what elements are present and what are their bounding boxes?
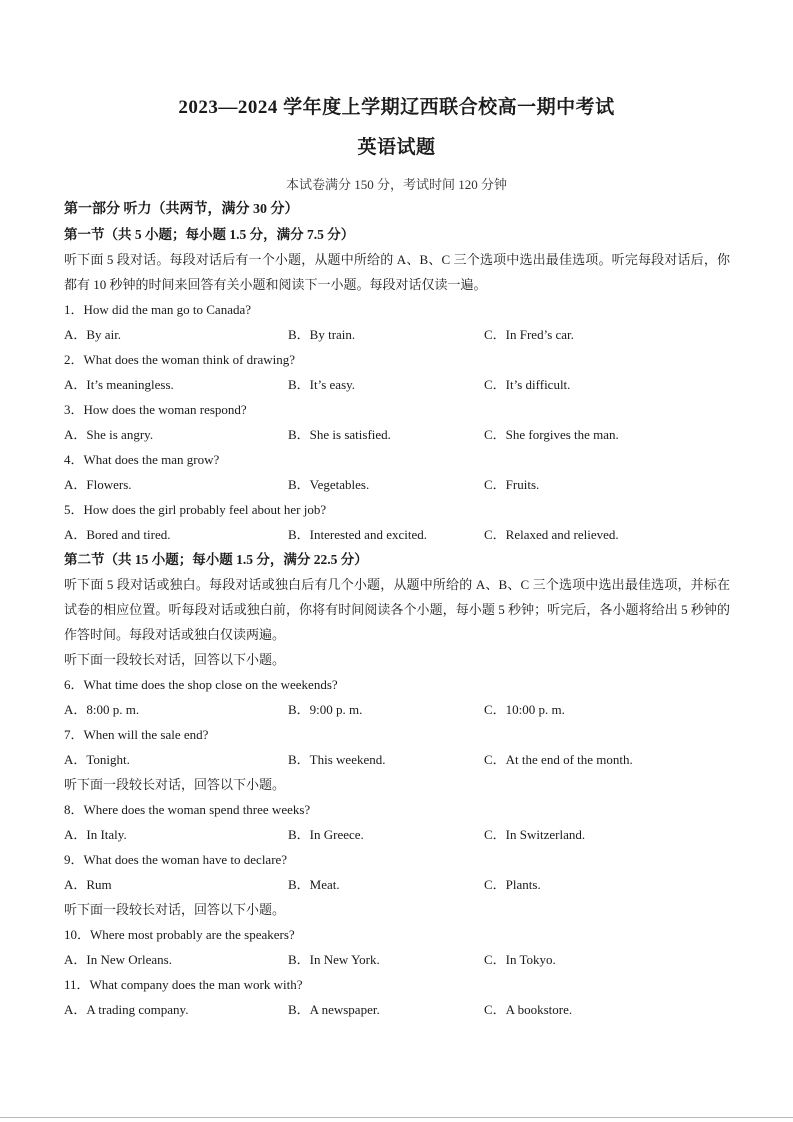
question-9: 9．What does the woman have to declare? bbox=[64, 852, 288, 867]
option-10c: C．In Tokyo. bbox=[484, 952, 556, 967]
options-3 bbox=[64, 422, 730, 447]
option-2c: C．It’s difficult. bbox=[484, 377, 571, 392]
group-note-1: 听下面一段较长对话，回答以下小题。 bbox=[64, 652, 286, 667]
option-4a: A．Flowers. bbox=[64, 477, 132, 492]
option-3b: B．She is satisfied. bbox=[288, 427, 391, 442]
question-3: 3．How does the woman respond? bbox=[64, 402, 247, 417]
options-11 bbox=[64, 997, 730, 1022]
option-6b: B．9:00 p. m. bbox=[288, 702, 363, 717]
exam-subject: 英语试题 bbox=[357, 137, 436, 158]
option-7c: C．At the end of the month. bbox=[484, 752, 633, 767]
option-8a: A．In Italy. bbox=[64, 827, 127, 842]
group-note-2: 听下面一段较长对话，回答以下小题。 bbox=[64, 777, 286, 792]
option-1b: B．By train. bbox=[288, 327, 356, 342]
options-2 bbox=[64, 372, 730, 397]
option-7b: B．This weekend. bbox=[288, 752, 386, 767]
option-9c: C．Plants. bbox=[484, 877, 541, 892]
question-11: 11．What company does the man work with? bbox=[64, 977, 303, 992]
question-5: 5．How does the girl probably feel about her job? bbox=[64, 502, 327, 517]
option-3a: A．She is angry. bbox=[64, 427, 154, 442]
option-1c: C．In Fred’s car. bbox=[484, 327, 574, 342]
question-4: 4．What does the man grow? bbox=[64, 452, 220, 467]
question-1: 1．How did the man go to Canada? bbox=[64, 302, 252, 317]
option-8b: B．In Greece. bbox=[288, 827, 364, 842]
section2-heading: 第二节（共 15 小题；每小题 1.5 分，满分 22.5 分） bbox=[64, 552, 368, 567]
question-10: 10．Where most probably are the speakers? bbox=[64, 927, 295, 942]
question-8: 8．Where does the woman spend three weeks? bbox=[64, 802, 311, 817]
option-9b: B．Meat. bbox=[288, 877, 340, 892]
exam-title: 2023—2024 学年度上学期辽西联合校高一期中考试 bbox=[178, 97, 615, 118]
question-6: 6．What time does the shop close on the weekends? bbox=[64, 677, 338, 692]
option-11b: B．A newspaper. bbox=[288, 1002, 380, 1017]
exam-content bbox=[64, 197, 730, 1022]
options-7 bbox=[64, 747, 730, 772]
option-2b: B．It’s easy. bbox=[288, 377, 356, 392]
section1-instructions-text: 听下面 5 段对话。每段对话后有一个小题，从题中所给的 A、B、C 三个选项中选出最佳选项。听完每段对话后，你都有 10 秒钟的时间来回答有关小题和阅读下一小题。每段对话仅读一遍。 bbox=[64, 252, 730, 292]
question-2: 2．What does the woman think of drawing? bbox=[64, 352, 296, 367]
question-7: 7．When will the sale end? bbox=[64, 727, 209, 742]
part1-heading: 第一部分 听力（共两节，满分 30 分） bbox=[64, 202, 299, 217]
page-bottom-rule bbox=[0, 1117, 793, 1118]
section1-heading: 第一节（共 5 小题；每小题 1.5 分，满分 7.5 分） bbox=[64, 227, 355, 242]
option-10a: A．In New Orleans. bbox=[64, 952, 172, 967]
option-9a: A．Rum bbox=[64, 877, 112, 892]
option-4b: B．Vegetables. bbox=[288, 477, 370, 492]
option-11a: A．A trading company. bbox=[64, 1002, 189, 1017]
option-10b: B．In New York. bbox=[288, 952, 380, 967]
option-4c: C．Fruits. bbox=[484, 477, 540, 492]
option-7a: A．Tonight. bbox=[64, 752, 130, 767]
options-5 bbox=[64, 522, 730, 547]
option-6c: C．10:00 p. m. bbox=[484, 702, 565, 717]
option-5a: A．Bored and tired. bbox=[64, 527, 171, 542]
option-8c: C．In Switzerland. bbox=[484, 827, 586, 842]
options-9 bbox=[64, 872, 730, 897]
options-10 bbox=[64, 947, 730, 972]
options-6 bbox=[64, 697, 730, 722]
option-6a: A．8:00 p. m. bbox=[64, 702, 140, 717]
option-2a: A．It’s meaningless. bbox=[64, 377, 174, 392]
option-3c: C．She forgives the man. bbox=[484, 427, 619, 442]
options-1 bbox=[64, 322, 730, 347]
option-5c: C．Relaxed and relieved. bbox=[484, 527, 619, 542]
options-4 bbox=[64, 472, 730, 497]
options-8 bbox=[64, 822, 730, 847]
exam-info: 本试卷满分 150 分，考试时间 120 分钟 bbox=[285, 177, 507, 192]
section1-instructions bbox=[64, 247, 730, 297]
section2-instructions bbox=[64, 572, 730, 647]
option-11c: C．A bookstore. bbox=[484, 1002, 573, 1017]
section2-instructions-text: 听下面 5 段对话或独白。每段对话或独白后有几个小题，从题中所给的 A、B、C 三个选项中选出最佳选项，并标在试卷的相应位置。听每段对话或独白前，你将有时间阅读各个小题，每小题 5 秒钟；听完后，各小题将给出 5 秒钟的作答时间。每段对话或独白仅读两遍。 bbox=[64, 577, 730, 642]
group-note-3: 听下面一段较长对话，回答以下小题。 bbox=[64, 902, 286, 917]
option-5b: B．Interested and excited. bbox=[288, 527, 427, 542]
option-1a: A．By air. bbox=[64, 327, 122, 342]
